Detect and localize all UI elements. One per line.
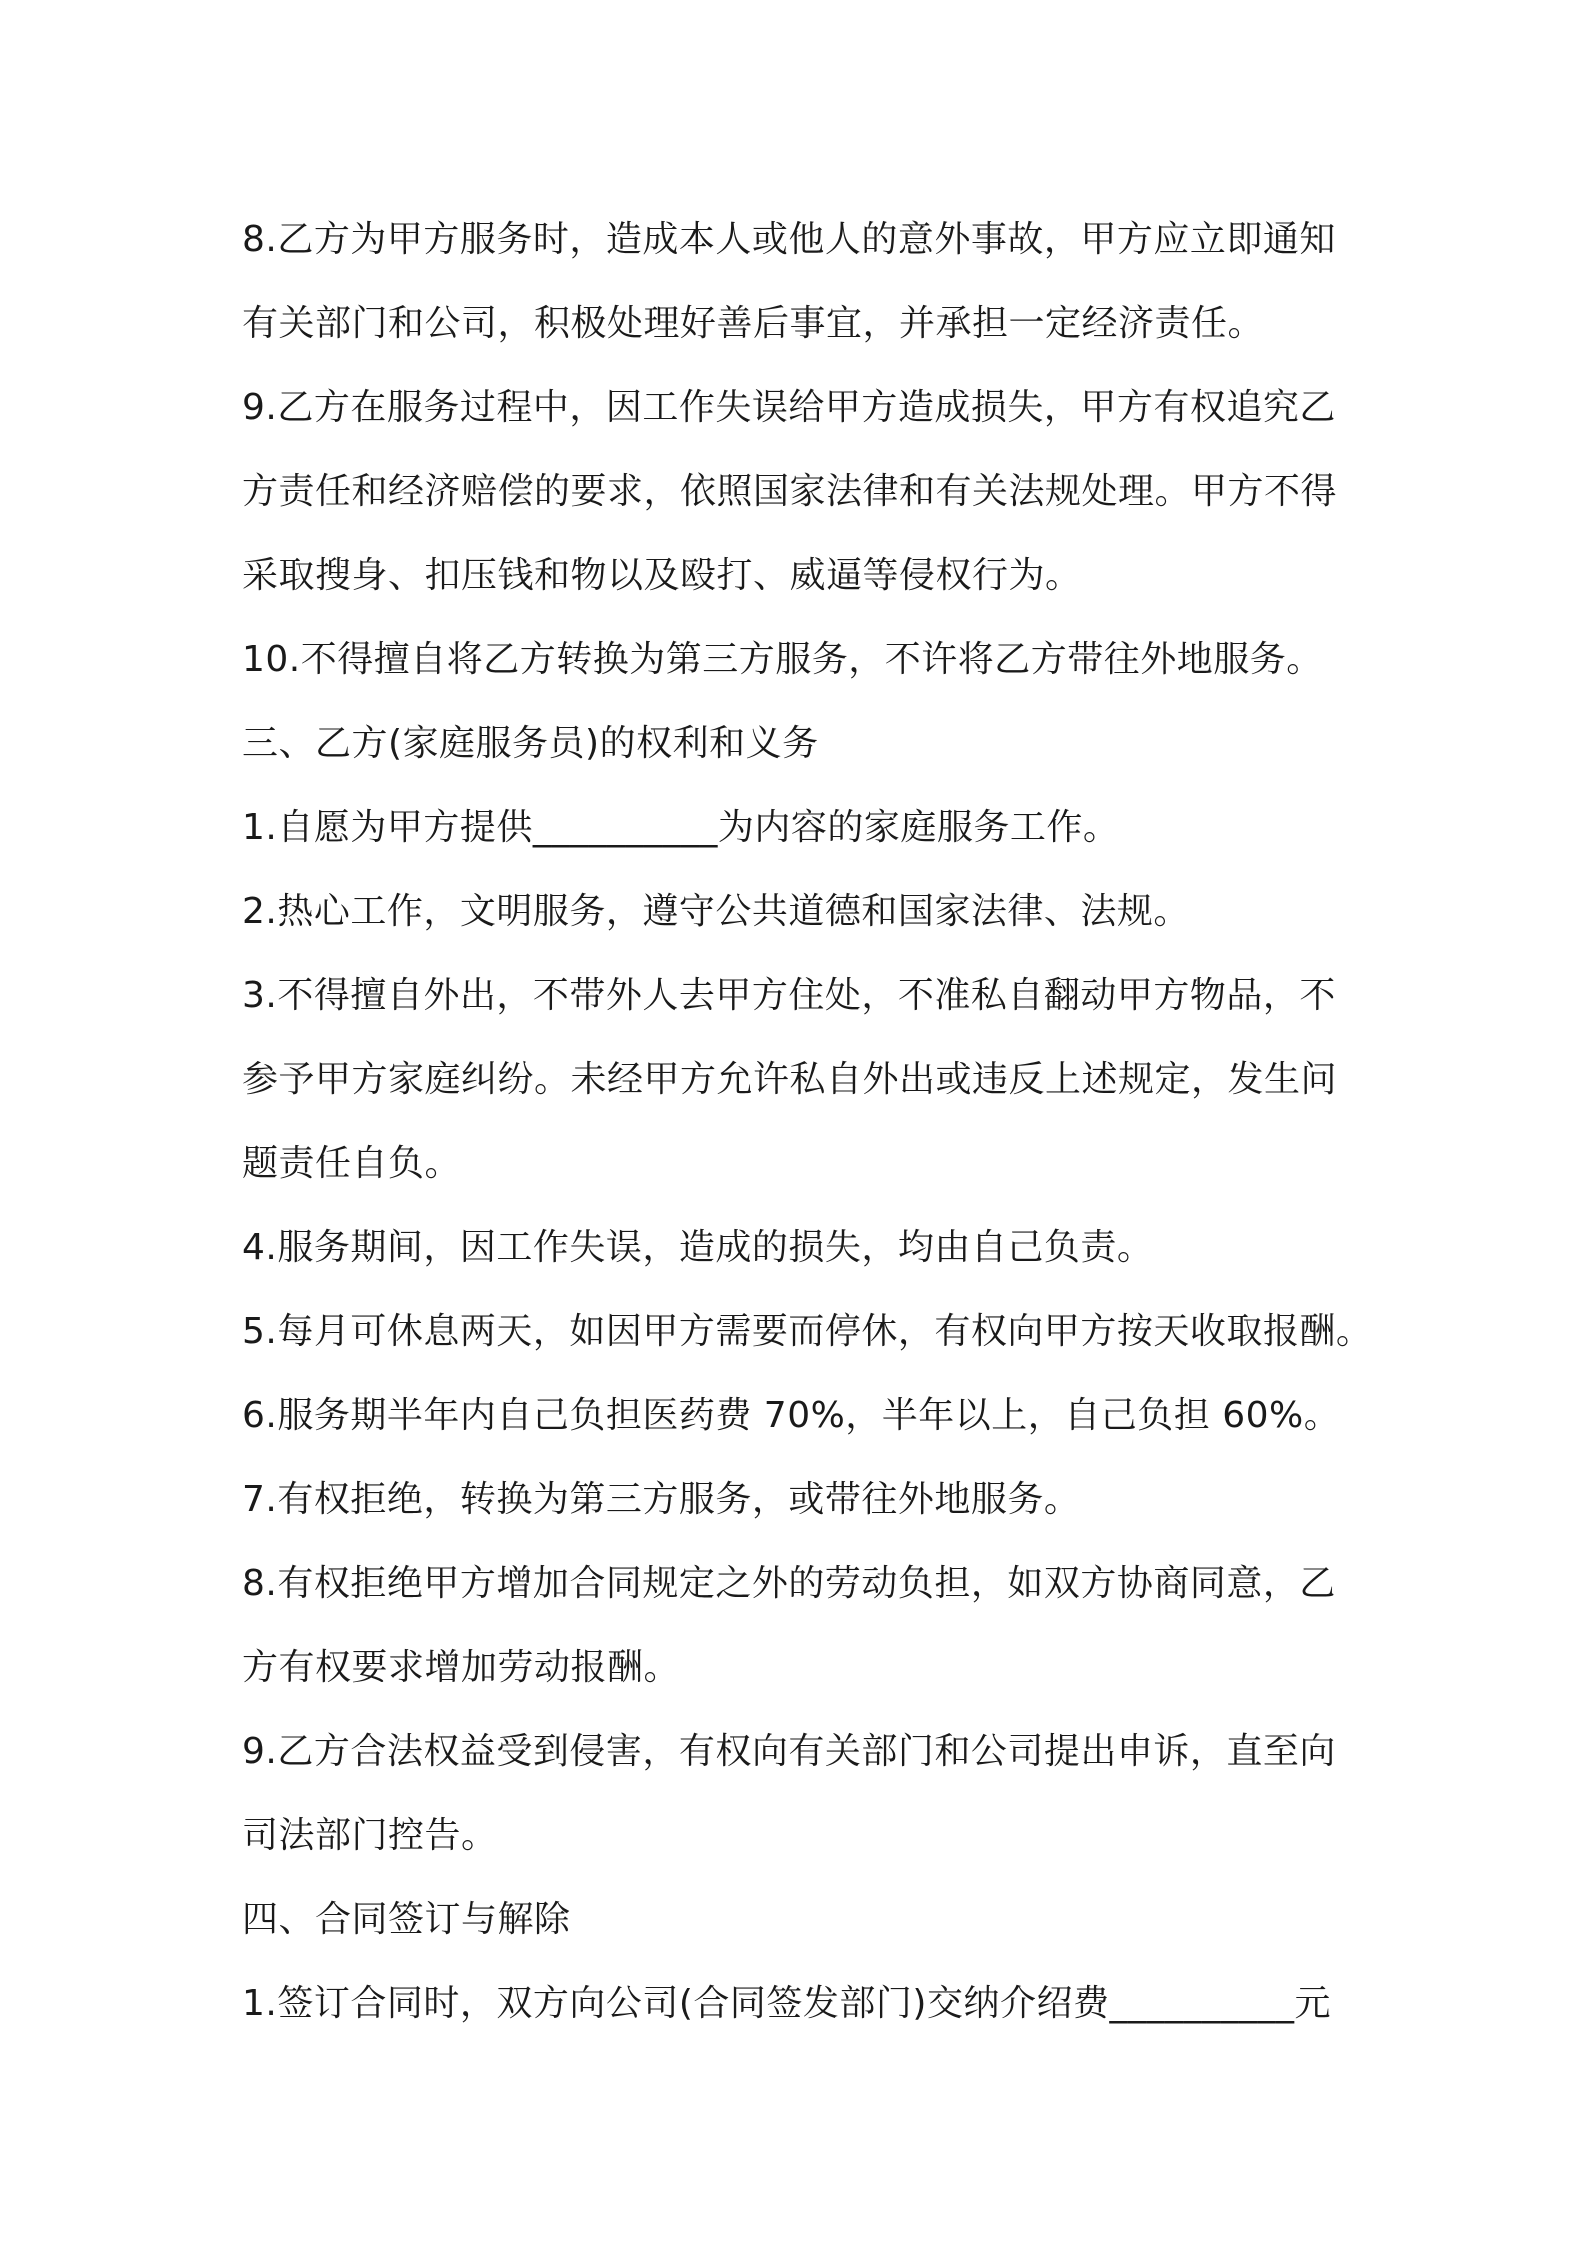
text-line: 6.服务期半年内自己负担医药费 70%，半年以上，自己负担 60%。 xyxy=(242,1395,1341,1436)
text-line: 10.不得擅自将乙方转换为第三方服务，不许将乙方带往外地服务。 xyxy=(242,639,1323,680)
text-line: 8.乙方为甲方服务时，造成本人或他人的意外事故，甲方应立即通知 xyxy=(242,219,1336,260)
text-line: 2.热心工作，文明服务，遵守公共道德和国家法律、法规。 xyxy=(242,891,1190,932)
text-line: 题责任自负。 xyxy=(242,1143,462,1184)
text-line: 采取搜身、扣压钱和物以及殴打、威逼等侵权行为。 xyxy=(242,555,1082,596)
text-line: 4.服务期间，因工作失误，造成的损失，均由自己负责。 xyxy=(242,1227,1154,1268)
text-line: 9.乙方在服务过程中，因工作失误给甲方造成损失，甲方有权追究乙 xyxy=(242,387,1336,428)
document-body xyxy=(242,198,1373,2046)
text-line: 9.乙方合法权益受到侵害，有权向有关部门和公司提出申诉，直至向 xyxy=(242,1731,1336,1772)
section-heading: 四、合同签订与解除 xyxy=(242,1899,571,1940)
section-heading: 三、乙方(家庭服务员)的权利和义务 xyxy=(242,723,819,764)
text-line: 1.自愿为甲方提供__________为内容的家庭服务工作。 xyxy=(242,807,1120,848)
text-line: 司法部门控告。 xyxy=(242,1815,498,1856)
text-line: 7.有权拒绝，转换为第三方服务，或带往外地服务。 xyxy=(242,1479,1081,1520)
text-line: 方责任和经济赔偿的要求，依照国家法律和有关法规处理。甲方不得 xyxy=(242,471,1338,512)
text-line: 1.签订合同时，双方向公司(合同签发部门)交纳介绍费__________元 xyxy=(242,1983,1331,2024)
text-line: 参予甲方家庭纠纷。未经甲方允许私自外出或违反上述规定，发生问 xyxy=(242,1059,1338,1100)
text-line: 3.不得擅自外出，不带外人去甲方住处，不准私自翻动甲方物品，不 xyxy=(242,975,1336,1016)
text-line: 有关部门和公司，积极处理好善后事宜，并承担一定经济责任。 xyxy=(242,303,1265,344)
text-line: 方有权要求增加劳动报酬。 xyxy=(242,1647,681,1688)
text-line: 5.每月可休息两天，如因甲方需要而停休，有权向甲方按天收取报酬。 xyxy=(242,1311,1373,1352)
text-line: 8.有权拒绝甲方增加合同规定之外的劳动负担，如双方协商同意，乙 xyxy=(242,1563,1336,1604)
